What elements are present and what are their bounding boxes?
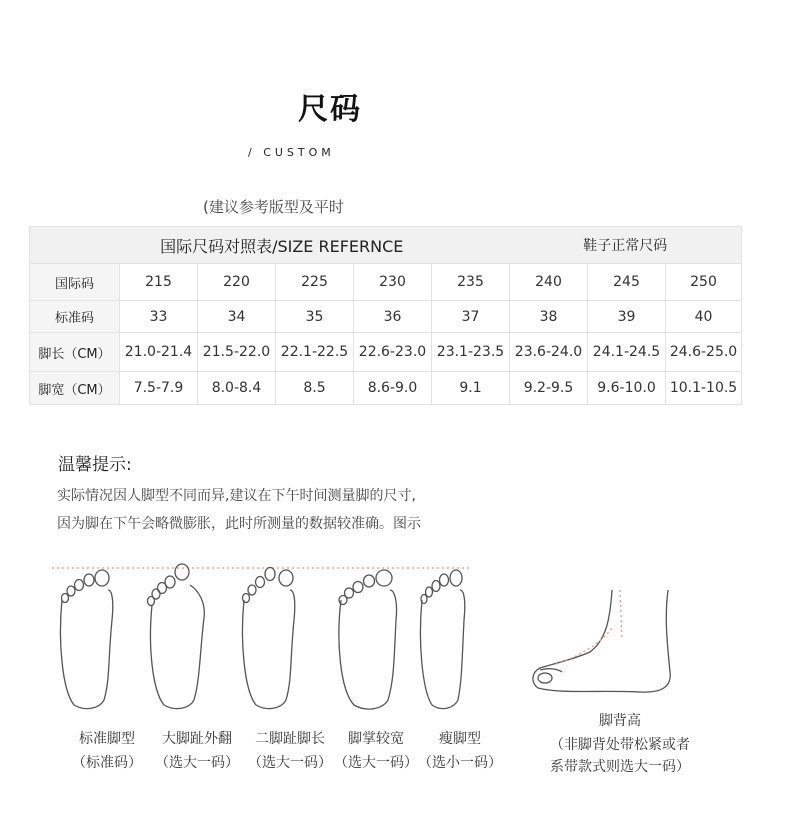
foot-note: 系带款式则选大一码） [550, 759, 690, 775]
table-cell: 21.0-21.4 [120, 333, 198, 372]
table-cell: 23.1-23.5 [432, 333, 510, 372]
foot-wide-icon [339, 570, 397, 709]
foot-note: （选大一码） [334, 755, 418, 771]
foot-name: 二脚趾脚长 [255, 731, 325, 747]
table-cell: 235 [432, 264, 510, 301]
table-cell: 24.6-25.0 [666, 333, 742, 372]
table-cell: 21.5-22.0 [198, 333, 276, 372]
foot-high-instep-icon [533, 590, 670, 692]
page-subtitle: / CUSTOM [248, 146, 335, 159]
foot-note: （非脚背处带松紧或者 [550, 737, 690, 753]
foot-note: （选大一码） [248, 755, 332, 771]
foot-name: 脚掌较宽 [348, 731, 404, 747]
table-cell: 8.0-8.4 [198, 372, 276, 405]
table-cell: 38 [510, 301, 588, 333]
row-label: 脚长（CM） [30, 333, 120, 372]
table-cell: 9.1 [432, 372, 510, 405]
foot-name: 瘦脚型 [439, 731, 481, 747]
table-cell: 8.5 [276, 372, 354, 405]
foot-note: （标准码） [72, 755, 142, 771]
foot-name: 脚背高 [599, 713, 641, 729]
foot-bunion-icon [148, 564, 205, 709]
foot-standard-icon [61, 570, 113, 709]
tips-line-1: 实际情况因人脚型不同而异,建议在下午时间测量脚的尺寸, [57, 488, 416, 504]
foot-label-slim [418, 728, 502, 772]
table-cell: 23.6-24.0 [510, 333, 588, 372]
table-cell: 245 [588, 264, 666, 301]
table-cell: 225 [276, 264, 354, 301]
table-cell: 39 [588, 301, 666, 333]
table-cell: 22.6-23.0 [354, 333, 432, 372]
table-cell: 22.1-22.5 [276, 333, 354, 372]
table-cell: 9.6-10.0 [588, 372, 666, 405]
table-cell: 40 [666, 301, 742, 333]
table-cell: 33 [120, 301, 198, 333]
foot-label-high-instep [550, 710, 690, 776]
foot-note: （选小一码） [418, 755, 502, 771]
table-title-text: 国际尺码对照表/SIZE REFERNCE [160, 236, 404, 256]
foot-label-long-second-toe [248, 728, 332, 772]
table-cell: 10.1-10.5 [666, 372, 742, 405]
table-cell: 7.5-7.9 [120, 372, 198, 405]
table-cell: 35 [276, 301, 354, 333]
table-cell: 37 [432, 301, 510, 333]
table-cell: 250 [666, 264, 742, 301]
foot-long-second-toe-icon [243, 568, 295, 709]
table-cell: 215 [120, 264, 198, 301]
foot-label-bunion [155, 728, 239, 772]
table-cell: 8.6-9.0 [354, 372, 432, 405]
page-title: 尺码 [298, 92, 362, 127]
table-cell: 240 [510, 264, 588, 301]
row-label: 国际码 [30, 264, 120, 301]
advice-note: (建议参考版型及平时 [203, 198, 344, 216]
table-cell: 24.1-24.5 [588, 333, 666, 372]
tips-title: 温馨提示: [58, 455, 132, 475]
table-cell: 9.2-9.5 [510, 372, 588, 405]
foot-name: 标准脚型 [79, 731, 135, 747]
tips-line-2: 因为脚在下午会略微膨胀，此时所测量的数据较准确。图示 [57, 516, 421, 532]
foot-label-standard [72, 728, 142, 772]
table-cell: 34 [198, 301, 276, 333]
foot-name: 大脚趾外翻 [162, 731, 232, 747]
foot-slim-icon [420, 570, 464, 709]
table-cell: 220 [198, 264, 276, 301]
table-cell: 230 [354, 264, 432, 301]
foot-note: （选大一码） [155, 755, 239, 771]
table-cell: 36 [354, 301, 432, 333]
row-label: 标准码 [30, 301, 120, 333]
table-side-title: 鞋子正常尺码 [510, 227, 742, 264]
row-label: 脚宽（CM） [30, 372, 120, 405]
foot-label-wide [334, 728, 418, 772]
